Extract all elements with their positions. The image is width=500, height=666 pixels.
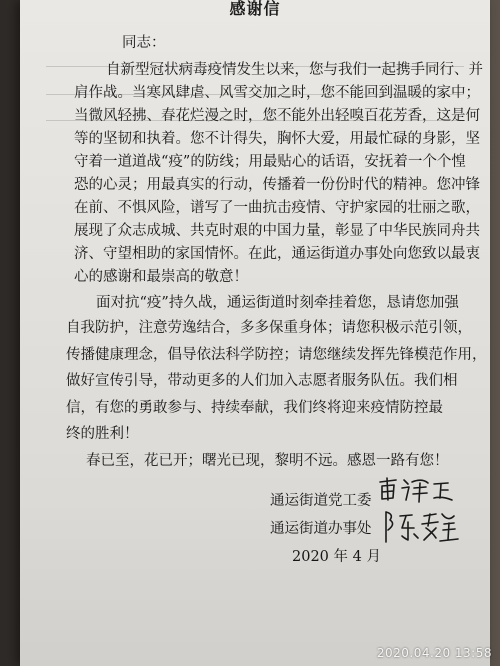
paragraph-line: 等的坚韧和执着。您不计得失，胸怀大爱，用最忙碌的身影，坚: [74, 131, 480, 147]
paragraph-line: 当微风轻拂、春花烂漫之时，您不能外出轻嗅百花芳香，这是何: [74, 108, 480, 124]
paragraph-line: 信，有您的勇敢参与、持续奉献，我们终将迎来疫情防控最: [66, 400, 443, 416]
signature-org-2: 通运街道办事处: [270, 521, 372, 537]
paragraph-line: 面对抗“疫”持久战，通运街道时刻牵挂着您，恳请您加强: [96, 295, 459, 311]
paragraph-line: 心的感谢和最崇高的敬意！: [74, 269, 248, 285]
paragraph-line: 做好宣传引导，带动更多的人们加入志愿者服务队伍。我们相: [66, 373, 458, 389]
paragraph-line: 守着一道道战“疫”的防线；用最贴心的话语，安抚着一个个惶: [74, 154, 466, 170]
salutation: 同志：: [122, 35, 166, 51]
paragraph-line: 传播健康理念，倡导依法科学防控；请您继续发挥先锋模范作用，: [66, 347, 487, 363]
paragraph-line: 济、守望相助的家国情怀。在此，通运街道办事处向您致以最衷: [74, 246, 480, 262]
paragraph-line: 恐的心灵；用最真实的行动，传播着一份份时代的精神。您冲锋: [74, 177, 480, 193]
letter-paper: [20, 0, 490, 666]
signature-date: 2020 年 4 月: [292, 549, 381, 565]
handwritten-signature-2: [380, 508, 460, 546]
paragraph-line: 在前、不惧风险，谱写了一曲抗击疫情、守护家园的壮丽之歌，: [74, 200, 480, 216]
timestamp-watermark: 2020.04.20 13:58: [376, 646, 492, 660]
letter-title: 感谢信: [229, 0, 281, 18]
paragraph-line: 展现了众志成城、共克时艰的中国力量，彰显了中华民族同舟共: [74, 223, 480, 239]
signature-org-1: 通运街道党工委: [270, 493, 372, 509]
paragraph-line: 肩作战。当寒风肆虐、风雪交加之时，您不能回到温暖的家中；: [74, 85, 480, 101]
paragraph-line: 自我防护，注意劳逸结合，多多保重身体；请您积极示范引领，: [66, 320, 472, 336]
paragraph-line: 自新型冠状病毒疫情发生以来，您与我们一起携手同行、并: [106, 62, 483, 78]
paragraph-line: 春已至，花已开；曙光已现，黎明不远。感恩一路有您！: [86, 453, 449, 469]
handwritten-signature-1: [376, 474, 456, 506]
paragraph-line: 终的胜利！: [66, 426, 139, 442]
